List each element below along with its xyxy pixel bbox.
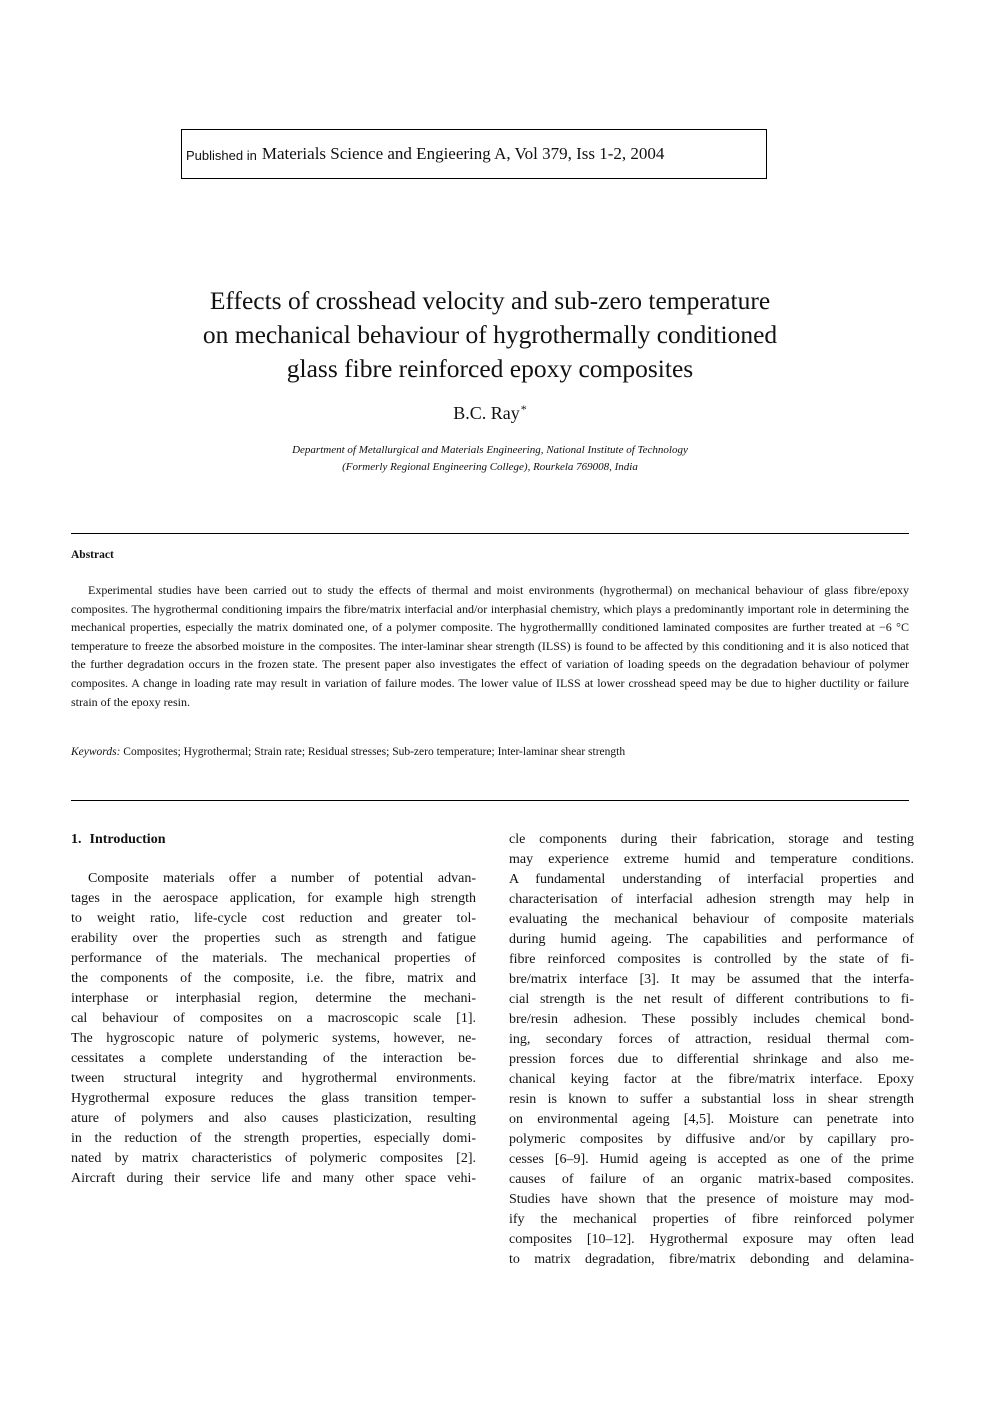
text-line: A fundamental understanding of interfacial properties and <box>509 872 914 887</box>
keywords-list: Composites; Hygrothermal; Strain rate; Residual stresses; Sub-zero temperature; Inter-laminar shear strength <box>123 746 626 758</box>
text-line: characterisation of interfacial adhesion strength may help in <box>509 892 914 907</box>
keywords-line <box>71 746 909 758</box>
body-column-right <box>509 830 914 1270</box>
text-line: ature of polymers and also causes plasticization, resulting <box>71 1111 476 1126</box>
text-line: Aircraft during their service life and many other space vehi- <box>71 1171 476 1186</box>
text-line: cessitates a complete understanding of the interaction be- <box>71 1051 476 1066</box>
text-line: to matrix degradation, fibre/matrix debonding and delamina- <box>509 1252 914 1267</box>
text-line: fibre reinforced composites is controlled by the state of fi- <box>509 952 914 967</box>
title-line: glass fibre reinforced epoxy composites <box>286 354 694 383</box>
text-line: to weight ratio, life-cycle cost reduction and greater tol- <box>71 911 476 926</box>
section-heading-introduction <box>71 832 165 848</box>
text-line: in the reduction of the strength properties, especially domi- <box>71 1131 476 1146</box>
title-line: Effects of crosshead velocity and sub-zero temperature <box>209 286 771 315</box>
text-line: causes of failure of an organic matrix-based composites. <box>509 1172 914 1187</box>
publication-notice-box <box>181 129 767 179</box>
text-line: pression forces due to differential shrinkage and also me- <box>509 1052 914 1067</box>
text-line: ing, secondary forces of attraction, residual thermal com- <box>509 1032 914 1047</box>
affiliation-line: Department of Metallurgical and Materials Engineering, National Institute of Technology <box>292 444 688 456</box>
corresponding-author-mark: * <box>520 402 527 416</box>
text-line: cial strength is the net result of different contributions to fi- <box>509 992 914 1007</box>
text-line: on environmental ageing [4,5]. Moisture can penetrate into <box>509 1112 914 1127</box>
affiliation-line: (Formerly Regional Engineering College), Rourkela 769008, India <box>342 461 638 473</box>
text-line: The hygroscopic nature of polymeric systems, however, ne- <box>71 1031 476 1046</box>
published-in-label: Published in <box>186 148 257 163</box>
text-line: performance of the materials. The mechanical properties of <box>71 951 476 966</box>
body-column-left <box>71 869 476 1189</box>
text-line: Studies have shown that the presence of moisture may mod- <box>509 1192 914 1207</box>
text-line: the components of the composite, i.e. the fibre, matrix and <box>71 971 476 986</box>
author-name: B.C. Ray <box>453 403 520 423</box>
text-line: evaluating the mechanical behaviour of composite materials <box>509 912 914 927</box>
divider-bottom <box>71 800 909 801</box>
abstract-body: Experimental studies have been carried out to study the effects of thermal and moist environments (hygrothermal) on mechanical behaviour of glass fibre/epoxy composites. The hygrothermal conditioning impairs the fibre/matrix interfacial and/or interphasial chemistry, which plays a predominantly important role in determining the mechanical properties, especially the matrix dominated one, of a polymer composite. The hygrothermallly conditioned laminated composites are further treated at −6 °C temperature to freeze the absorbed moisture in the composites. The inter-laminar shear strength (ILSS) is found to be affected by this conditioning and it is also noticed that the further degradation occurs in the frozen state. The present paper also investigates the effect of variation of loading speeds on the degradation behaviour of polymer composites. A change in loading rate may result in variation of failure modes. The lower value of ILSS at lower crosshead speed may be due to higher ductility or failure strain of the epoxy resin. <box>71 583 909 709</box>
author-line <box>100 402 880 424</box>
divider-top <box>71 533 909 534</box>
abstract-heading: Abstract <box>71 549 114 561</box>
text-line: may experience extreme humid and temperature conditions. <box>509 852 914 867</box>
article-title <box>100 284 880 386</box>
text-line: cesses [6–9]. Humid ageing is accepted as one of the prime <box>509 1152 914 1167</box>
text-line: interphase or interphasial region, determine the mechani- <box>71 991 476 1006</box>
text-line: erability over the properties such as strength and fatigue <box>71 931 476 946</box>
text-line: Composite materials offer a number of potential advan- <box>88 871 476 886</box>
keywords-label: Keywords: <box>71 746 121 758</box>
text-line: ify the mechanical properties of fibre reinforced polymer <box>509 1212 914 1227</box>
title-line: on mechanical behaviour of hygrothermally conditioned <box>202 320 778 349</box>
section-number: 1. <box>71 832 82 847</box>
text-line: Hygrothermal exposure reduces the glass transition temper- <box>71 1091 476 1106</box>
text-line: bre/matrix interface [3]. It may be assumed that the interfa- <box>509 972 914 987</box>
text-line: during humid ageing. The capabilities and performance of <box>509 932 914 947</box>
text-line: composites [10–12]. Hygrothermal exposure may often lead <box>509 1232 914 1247</box>
journal-citation: Materials Science and Engieering A, Vol 379, Iss 1-2, 2004 <box>261 144 665 163</box>
text-line: polymeric composites by diffusive and/or by capillary pro- <box>509 1132 914 1147</box>
section-title: Introduction <box>89 832 166 847</box>
text-line: cal behaviour of composites on a macroscopic scale [1]. <box>71 1011 476 1026</box>
author-affiliation <box>100 442 880 476</box>
text-line: tween structural integrity and hygrothermal environments. <box>71 1071 476 1086</box>
text-line: tages in the aerospace application, for example high strength <box>71 891 476 906</box>
text-line: nated by matrix characteristics of polymeric composites [2]. <box>71 1151 476 1166</box>
text-line: cle components during their fabrication, storage and testing <box>509 832 914 847</box>
text-line: chanical keying factor at the fibre/matrix interface. Epoxy <box>509 1072 914 1087</box>
text-line: bre/resin adhesion. These possibly includes chemical bond- <box>509 1012 914 1027</box>
text-line: resin is known to suffer a substantial loss in shear strength <box>509 1092 914 1107</box>
